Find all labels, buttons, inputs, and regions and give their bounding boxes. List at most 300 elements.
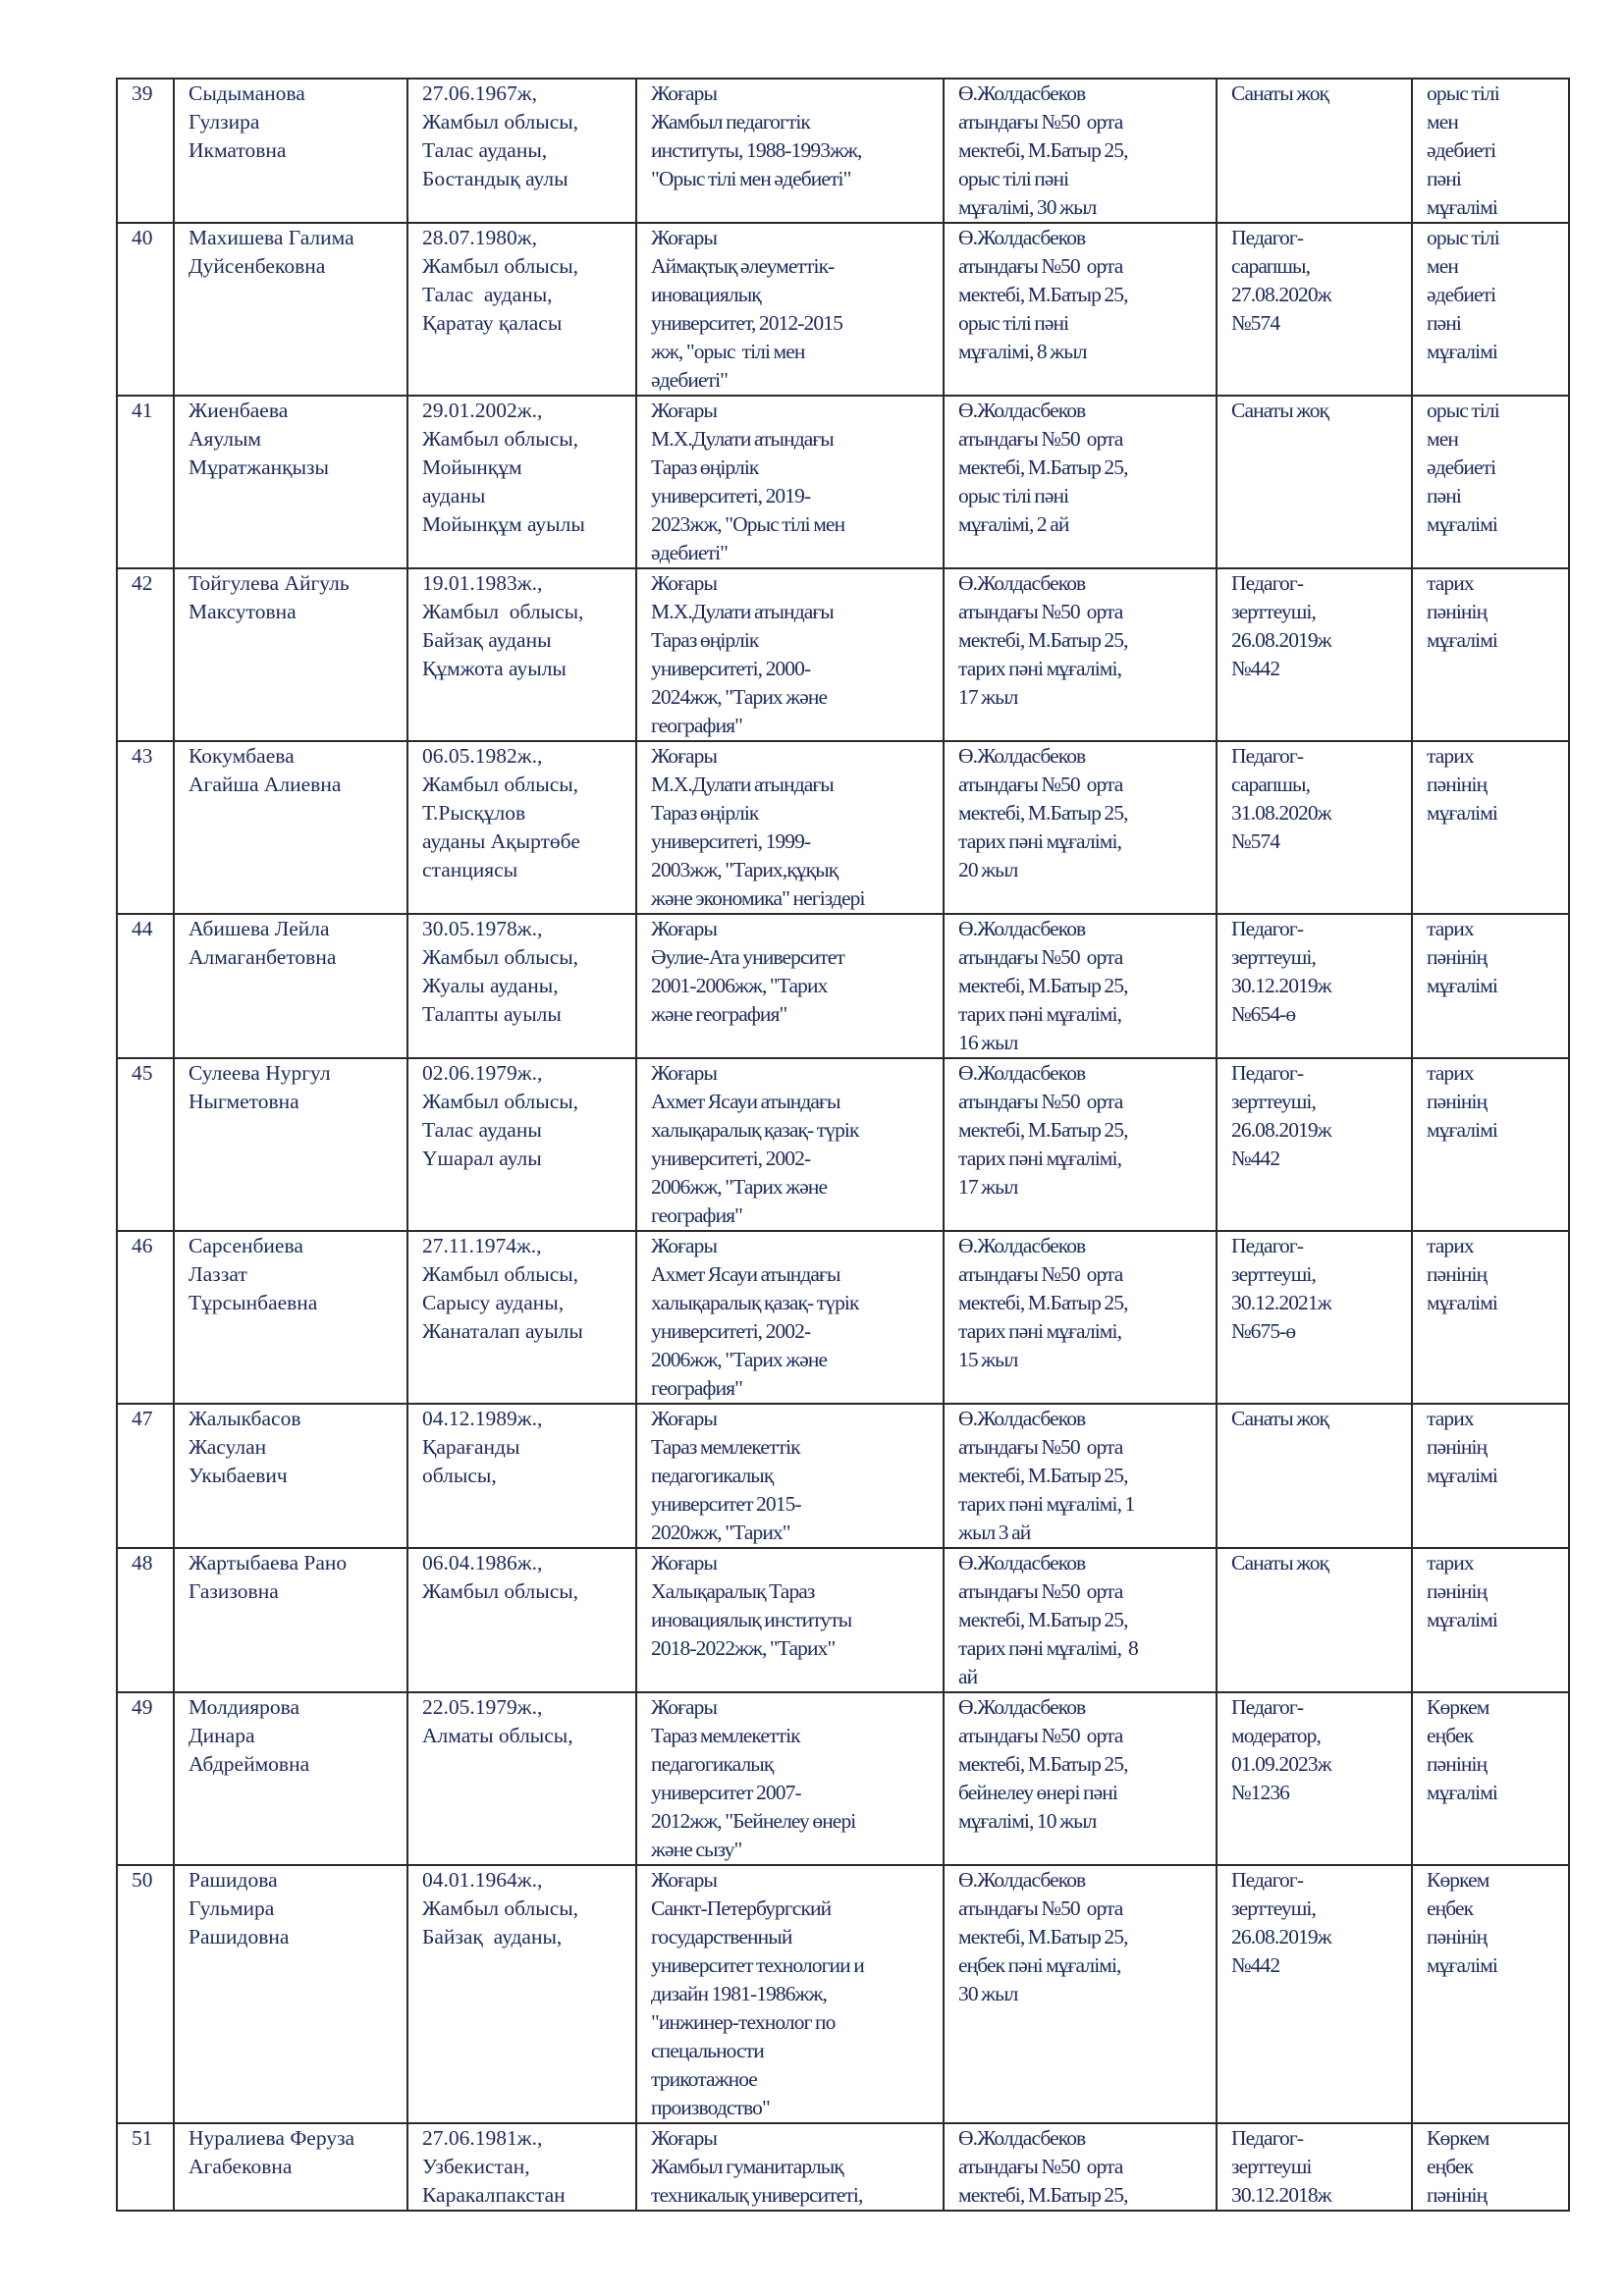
education-line: "инжинер-технолог по: [651, 2010, 836, 2034]
category-line: 26.08.2019ж: [1231, 1925, 1331, 1949]
education-line: институты, 1988-1993жж,: [651, 138, 862, 162]
birth-line: Мойынқұм ауылы: [422, 512, 585, 536]
birth-line: Талас ауданы: [422, 1118, 542, 1142]
workplace-line: тарих пәні мұғалімі,: [958, 1147, 1122, 1170]
workplace-line: Ө.Жолдасбеков: [958, 1551, 1086, 1575]
birth-line: 29.01.2002ж.,: [422, 399, 543, 422]
position-line: мұғалімі: [1427, 340, 1497, 363]
workplace-line: мектебі, М.Батыр 25,: [958, 2183, 1128, 2207]
workplace-line: Ө.Жолдасбеков: [958, 1868, 1086, 1892]
workplace-line: атындағы №50 орта: [958, 1435, 1123, 1459]
education-line: Жоғары: [651, 1551, 718, 1575]
category-cell: [1217, 79, 1412, 223]
position-line: мұғалімі: [1427, 1781, 1497, 1804]
name-line: Тойгулева Айгуль: [189, 571, 350, 595]
workplace-line: мұғалімі, 10 жыл: [958, 1809, 1097, 1833]
workplace-cell: [944, 568, 1217, 741]
workplace-line: Ө.Жолдасбеков: [958, 226, 1086, 249]
workplace-cell: [944, 1231, 1217, 1404]
education-cell: [636, 1404, 944, 1548]
name-line: Лаззат: [189, 1262, 247, 1286]
birth-line: станциясы: [422, 858, 518, 881]
workplace-line: атындағы №50 орта: [958, 1262, 1123, 1286]
education-line: 2023жж, "Орыс тілі мен: [651, 512, 845, 536]
name-line: Дуйсенбековна: [189, 254, 326, 278]
workplace-cell: [944, 1404, 1217, 1548]
category-cell: [1217, 1548, 1412, 1692]
name-line: Аяулым: [189, 427, 262, 451]
education-line: университет, 2012-2015: [651, 311, 842, 335]
birth-line: 04.12.1989ж.,: [422, 1407, 543, 1430]
education-line: Жоғары: [651, 226, 718, 249]
workplace-line: орыс тілі пәні: [958, 311, 1069, 335]
workplace-line: Ө.Жолдасбеков: [958, 1407, 1086, 1430]
birth-line: Құмжота ауылы: [422, 657, 567, 680]
row-number-cell: 49: [117, 1692, 174, 1865]
workplace-line: атындағы №50 орта: [958, 1579, 1123, 1603]
workplace-line: мектебі, М.Батыр 25,: [958, 1291, 1128, 1314]
education-line: педагогикалық: [651, 1752, 774, 1776]
workplace-line: атындағы №50 орта: [958, 254, 1123, 278]
birth-line: Жамбыл облысы,: [422, 110, 579, 133]
full-name-cell: [174, 568, 407, 741]
education-line: Тараз мемлекеттік: [651, 1724, 800, 1747]
birth-line: Жамбыл облысы,: [422, 1896, 579, 1920]
table-row: [117, 223, 1569, 396]
category-cell: [1217, 741, 1412, 914]
education-line: университеті, 2000-: [651, 657, 811, 680]
birth-info-cell: [407, 223, 636, 396]
birth-line: Жамбыл облысы,: [422, 254, 579, 278]
category-line: №574: [1231, 829, 1280, 853]
category-line: зерттеуші,: [1231, 945, 1316, 969]
table-row: [117, 914, 1569, 1058]
education-cell: [636, 2123, 944, 2211]
education-line: М.Х.Дулати атындағы: [651, 773, 834, 796]
row-number-cell: 44: [117, 914, 174, 1058]
education-line: Жоғары: [651, 917, 718, 940]
position-line: пәні: [1427, 311, 1461, 335]
category-line: Педагог-: [1231, 2126, 1304, 2150]
workplace-line: тарих пәні мұғалімі,: [958, 829, 1122, 853]
category-line: Педагог-: [1231, 744, 1304, 768]
name-line: Гулзира: [189, 110, 260, 133]
position-line: пәнінің: [1427, 2183, 1488, 2207]
birth-line: Талас ауданы,: [422, 283, 553, 306]
category-line: зерттеуші,: [1231, 1896, 1316, 1920]
education-line: Аймақтық әлеуметтік-: [651, 254, 835, 278]
workplace-line: Ө.Жолдасбеков: [958, 81, 1086, 105]
workplace-line: жыл 3 ай: [958, 1521, 1031, 1544]
table-row: [117, 1692, 1569, 1865]
education-line: Тараз өңірлік: [651, 455, 759, 479]
name-line: Рашидова: [189, 1868, 278, 1892]
birth-line: Жамбыл облысы,: [422, 427, 579, 451]
birth-line: Т.Рысқұлов: [422, 801, 526, 825]
workplace-line: мектебі, М.Батыр 25,: [958, 974, 1128, 997]
position-line: орыс тілі: [1427, 81, 1499, 105]
birth-line: 19.01.1983ж.,: [422, 571, 543, 595]
workplace-line: Ө.Жолдасбеков: [958, 1695, 1086, 1719]
workplace-line: мұғалімі, 8 жыл: [958, 340, 1087, 363]
position-line: тарих: [1427, 1407, 1474, 1430]
category-line: Педагог-: [1231, 1695, 1304, 1719]
name-line: Абишева Лейла: [189, 917, 330, 940]
category-line: №675-ө: [1231, 1319, 1296, 1343]
education-line: университет 2007-: [651, 1781, 801, 1804]
full-name-cell: [174, 223, 407, 396]
education-line: Жоғары: [651, 1234, 718, 1257]
name-line: Кокумбаева: [189, 744, 295, 768]
category-line: 31.08.2020ж: [1231, 801, 1331, 825]
category-line: 30.12.2019ж: [1231, 974, 1331, 997]
education-line: иновациялық институты: [651, 1608, 852, 1631]
table-row: [117, 1058, 1569, 1231]
category-line: 26.08.2019ж: [1231, 1118, 1331, 1142]
position-line: Көркем: [1427, 1695, 1489, 1719]
category-line: 30.12.2018ж: [1231, 2183, 1331, 2207]
full-name-cell: [174, 1548, 407, 1692]
birth-line: Талас ауданы,: [422, 138, 548, 162]
education-line: Халықаралық Тараз: [651, 1579, 815, 1603]
workplace-line: Ө.Жолдасбеков: [958, 1234, 1086, 1257]
education-line: Жоғары: [651, 81, 718, 105]
education-line: М.Х.Дулати атындағы: [651, 427, 834, 451]
workplace-line: 30 жыл: [958, 1982, 1018, 2005]
education-line: және сызу": [651, 1838, 742, 1861]
position-line: мұғалімі: [1427, 1953, 1497, 1977]
position-line: Көркем: [1427, 2126, 1489, 2150]
birth-line: Талапты ауылы: [422, 1002, 562, 1026]
category-line: 26.08.2019ж: [1231, 628, 1331, 652]
workplace-cell: [944, 914, 1217, 1058]
education-line: Жоғары: [651, 1695, 718, 1719]
education-line: Жамбыл педагогтік: [651, 110, 810, 133]
birth-line: Жамбыл облысы,: [422, 773, 579, 796]
table-row: [117, 1548, 1569, 1692]
education-line: иновациялық: [651, 283, 761, 306]
table-row: [117, 2123, 1569, 2211]
education-cell: [636, 1865, 944, 2123]
education-line: Тараз мемлекеттік: [651, 1435, 800, 1459]
full-name-cell: [174, 1404, 407, 1548]
name-line: Жартыбаева Рано: [189, 1551, 348, 1575]
name-line: Сулеева Нургул: [189, 1061, 331, 1085]
position-cell: [1412, 2123, 1569, 2211]
workplace-line: мектебі, М.Батыр 25,: [958, 1118, 1128, 1142]
education-line: М.Х.Дулати атындағы: [651, 600, 834, 623]
position-line: мен: [1427, 254, 1458, 278]
education-line: университеті, 2002-: [651, 1319, 811, 1343]
birth-line: ауданы: [422, 484, 486, 507]
category-line: 27.08.2020ж: [1231, 283, 1331, 306]
education-line: Санкт-Петербургский: [651, 1896, 832, 1920]
education-line: әдебиеті": [651, 368, 729, 392]
full-name-cell: [174, 396, 407, 568]
position-cell: [1412, 1865, 1569, 2123]
education-line: Ахмет Ясауи атындағы: [651, 1262, 840, 1286]
birth-line: Бостандық аулы: [422, 167, 568, 190]
table-row: [117, 1231, 1569, 1404]
row-number-cell: 41: [117, 396, 174, 568]
name-line: Сарсенбиева: [189, 1234, 303, 1257]
name-line: Жасулан: [189, 1435, 267, 1459]
category-line: зерттеуші,: [1231, 1262, 1316, 1286]
name-line: Молдиярова: [189, 1695, 300, 1719]
workplace-line: орыс тілі пәні: [958, 167, 1069, 190]
workplace-line: тарих пәні мұғалімі,: [958, 1002, 1122, 1026]
category-cell: [1217, 914, 1412, 1058]
workplace-line: 15 жыл: [958, 1348, 1018, 1371]
row-number-cell: 43: [117, 741, 174, 914]
position-line: пәнінің: [1427, 773, 1488, 796]
education-line: география": [651, 1376, 743, 1400]
position-line: орыс тілі: [1427, 226, 1499, 249]
birth-info-cell: [407, 1404, 636, 1548]
education-line: университеті, 1999-: [651, 829, 811, 853]
position-line: мұғалімі: [1427, 801, 1497, 825]
workplace-line: тарих пәні мұғалімі,: [958, 657, 1122, 680]
birth-info-cell: [407, 1231, 636, 1404]
birth-line: 27.06.1967ж,: [422, 81, 537, 105]
birth-line: Алматы облысы,: [422, 1724, 573, 1747]
workplace-line: 17 жыл: [958, 685, 1018, 709]
education-line: университеті, 2002-: [651, 1147, 811, 1170]
row-number-cell: 46: [117, 1231, 174, 1404]
birth-line: 27.06.1981ж.,: [422, 2126, 543, 2150]
category-line: Педагог-: [1231, 571, 1304, 595]
position-line: тарих: [1427, 1551, 1474, 1575]
education-line: Әулие-Ата университет: [651, 945, 844, 969]
position-line: мұғалімі: [1427, 512, 1497, 536]
category-line: Педагог-: [1231, 1061, 1304, 1085]
workplace-line: 16 жыл: [958, 1031, 1018, 1054]
education-line: Жоғары: [651, 744, 718, 768]
category-cell: [1217, 1058, 1412, 1231]
row-number-cell: 51: [117, 2123, 174, 2211]
birth-info-cell: [407, 741, 636, 914]
education-line: дизайн 1981-1986жж,: [651, 1982, 828, 2005]
name-line: Ныгметовна: [189, 1090, 299, 1113]
education-line: әдебиеті": [651, 541, 729, 564]
workplace-line: бейнелеу өнері пәні: [958, 1781, 1117, 1804]
education-line: техникалық университеті,: [651, 2183, 863, 2207]
full-name-cell: [174, 741, 407, 914]
birth-info-cell: [407, 79, 636, 223]
workplace-line: еңбек пәні мұғалімі,: [958, 1953, 1121, 1977]
row-number-cell: 45: [117, 1058, 174, 1231]
birth-line: 27.11.1974ж.,: [422, 1234, 542, 1257]
education-cell: [636, 223, 944, 396]
position-line: тарих: [1427, 1234, 1474, 1257]
position-line: тарих: [1427, 917, 1474, 940]
education-line: 2024жж, "Тарих және: [651, 685, 828, 709]
workplace-line: мұғалімі, 30 жыл: [958, 195, 1097, 219]
education-line: және география": [651, 1002, 787, 1026]
birth-line: Сарысу ауданы,: [422, 1291, 565, 1314]
name-line: Гульмира: [189, 1896, 275, 1920]
category-line: Санаты жоқ: [1231, 399, 1329, 422]
workplace-line: атындағы №50 орта: [958, 2155, 1123, 2178]
workplace-line: атындағы №50 орта: [958, 1724, 1123, 1747]
workplace-line: мектебі, М.Батыр 25,: [958, 283, 1128, 306]
category-line: сарапшы,: [1231, 254, 1311, 278]
table-row: [117, 79, 1569, 223]
workplace-cell: [944, 1548, 1217, 1692]
position-line: еңбек: [1427, 1724, 1474, 1747]
workplace-cell: [944, 1865, 1217, 2123]
education-line: жж, "орыс тілі мен: [651, 340, 805, 363]
education-line: 2020жж, "Тарих": [651, 1521, 790, 1544]
name-line: Агабековна: [189, 2155, 293, 2178]
birth-line: Жамбыл облысы,: [422, 1579, 579, 1603]
category-line: зерттеуші,: [1231, 1090, 1316, 1113]
workplace-line: тарих пәні мұғалімі, 1: [958, 1492, 1135, 1516]
education-cell: [636, 741, 944, 914]
table-row: [117, 568, 1569, 741]
full-name-cell: [174, 79, 407, 223]
birth-line: Байзақ ауданы: [422, 628, 552, 652]
education-line: университет 2015-: [651, 1492, 801, 1516]
name-line: Тұрсынбаевна: [189, 1291, 318, 1314]
birth-info-cell: [407, 396, 636, 568]
education-line: университеті, 2019-: [651, 484, 811, 507]
birth-line: Үшарал аулы: [422, 1147, 542, 1170]
education-line: Жоғары: [651, 2126, 718, 2150]
education-line: "Орыс тілі мен әдебиеті": [651, 167, 851, 190]
staff-table: [116, 78, 1570, 2212]
position-line: орыс тілі: [1427, 399, 1499, 422]
education-cell: [636, 1058, 944, 1231]
name-line: Нуралиева Феруза: [189, 2126, 355, 2150]
name-line: Абдреймовна: [189, 1752, 310, 1776]
position-line: мұғалімі: [1427, 1118, 1497, 1142]
table-row: [117, 396, 1569, 568]
category-cell: [1217, 2123, 1412, 2211]
position-line: мен: [1427, 427, 1458, 451]
education-line: спецальности: [651, 2039, 764, 2062]
education-line: Жоғары: [651, 1868, 718, 1892]
position-line: тарих: [1427, 571, 1474, 595]
birth-info-cell: [407, 2123, 636, 2211]
position-line: пәнінің: [1427, 1752, 1488, 1776]
workplace-cell: [944, 1692, 1217, 1865]
category-line: №442: [1231, 1147, 1280, 1170]
row-number-cell: 39: [117, 79, 174, 223]
workplace-line: атындағы №50 орта: [958, 1090, 1123, 1113]
birth-info-cell: [407, 568, 636, 741]
education-line: государственный: [651, 1925, 792, 1949]
education-cell: [636, 1548, 944, 1692]
birth-line: Узбекистан,: [422, 2155, 530, 2178]
education-line: педагогикалық: [651, 1464, 774, 1487]
category-line: №442: [1231, 1953, 1280, 1977]
position-cell: [1412, 1692, 1569, 1865]
category-line: зерттеуші,: [1231, 600, 1316, 623]
workplace-line: мұғалімі, 2 ай: [958, 512, 1069, 536]
position-line: мен: [1427, 110, 1458, 133]
position-line: тарих: [1427, 1061, 1474, 1085]
full-name-cell: [174, 1692, 407, 1865]
education-cell: [636, 79, 944, 223]
row-number-cell: 50: [117, 1865, 174, 2123]
workplace-line: мектебі, М.Батыр 25,: [958, 138, 1128, 162]
name-line: Мұратжанқызы: [189, 455, 329, 479]
education-line: 2006жж, "Тарих және: [651, 1175, 828, 1199]
name-line: Жиенбаева: [189, 399, 289, 422]
education-cell: [636, 568, 944, 741]
education-cell: [636, 1231, 944, 1404]
birth-info-cell: [407, 1058, 636, 1231]
staff-table-body: [117, 79, 1569, 2211]
workplace-line: ай: [958, 1665, 978, 1688]
workplace-line: мектебі, М.Батыр 25,: [958, 801, 1128, 825]
position-line: тарих: [1427, 744, 1474, 768]
birth-line: 02.06.1979ж.,: [422, 1061, 543, 1085]
workplace-cell: [944, 1058, 1217, 1231]
position-line: пәнінің: [1427, 1435, 1488, 1459]
workplace-line: атындағы №50 орта: [958, 945, 1123, 969]
name-line: Максутовна: [189, 600, 297, 623]
category-line: 30.12.2021ж: [1231, 1291, 1331, 1314]
table-row: [117, 1404, 1569, 1548]
education-line: Жоғары: [651, 399, 718, 422]
workplace-cell: [944, 223, 1217, 396]
education-line: производство": [651, 2096, 770, 2119]
category-line: сарапшы,: [1231, 773, 1311, 796]
category-line: зерттеуші: [1231, 2155, 1312, 2178]
category-line: Педагог-: [1231, 917, 1304, 940]
workplace-line: мектебі, М.Батыр 25,: [958, 1464, 1128, 1487]
education-line: география": [651, 714, 743, 737]
workplace-line: тарих пәні мұғалімі,: [958, 1319, 1122, 1343]
workplace-line: Ө.Жолдасбеков: [958, 571, 1086, 595]
birth-line: Жамбыл облысы,: [422, 600, 584, 623]
name-line: Укыбаевич: [189, 1464, 288, 1487]
full-name-cell: [174, 1231, 407, 1404]
name-line: Газизовна: [189, 1579, 279, 1603]
full-name-cell: [174, 1865, 407, 2123]
education-line: 2001-2006жж, "Тарих: [651, 974, 828, 997]
full-name-cell: [174, 1058, 407, 1231]
workplace-line: атындағы №50 орта: [958, 110, 1123, 133]
birth-line: Жамбыл облысы,: [422, 945, 579, 969]
education-line: география": [651, 1203, 743, 1227]
category-cell: [1217, 1692, 1412, 1865]
birth-info-cell: [407, 914, 636, 1058]
workplace-cell: [944, 741, 1217, 914]
position-line: пәнінің: [1427, 1090, 1488, 1113]
education-cell: [636, 1692, 944, 1865]
category-line: Педагог-: [1231, 1868, 1304, 1892]
position-cell: [1412, 741, 1569, 914]
row-number-cell: 48: [117, 1548, 174, 1692]
name-line: Икматовна: [189, 138, 287, 162]
position-cell: [1412, 914, 1569, 1058]
position-cell: [1412, 396, 1569, 568]
birth-line: Мойынқұм: [422, 455, 522, 479]
education-line: халықаралық қазақ- түрік: [651, 1291, 859, 1314]
education-line: халықаралық қазақ- түрік: [651, 1118, 859, 1142]
position-line: мұғалімі: [1427, 628, 1497, 652]
workplace-line: Ө.Жолдасбеков: [958, 1061, 1086, 1085]
position-line: Көркем: [1427, 1868, 1489, 1892]
category-cell: [1217, 396, 1412, 568]
education-line: Ахмет Ясауи атындағы: [651, 1090, 840, 1113]
education-line: 2006жж, "Тарих және: [651, 1348, 828, 1371]
education-line: және экономика" негіздері: [651, 886, 865, 910]
birth-info-cell: [407, 1865, 636, 2123]
